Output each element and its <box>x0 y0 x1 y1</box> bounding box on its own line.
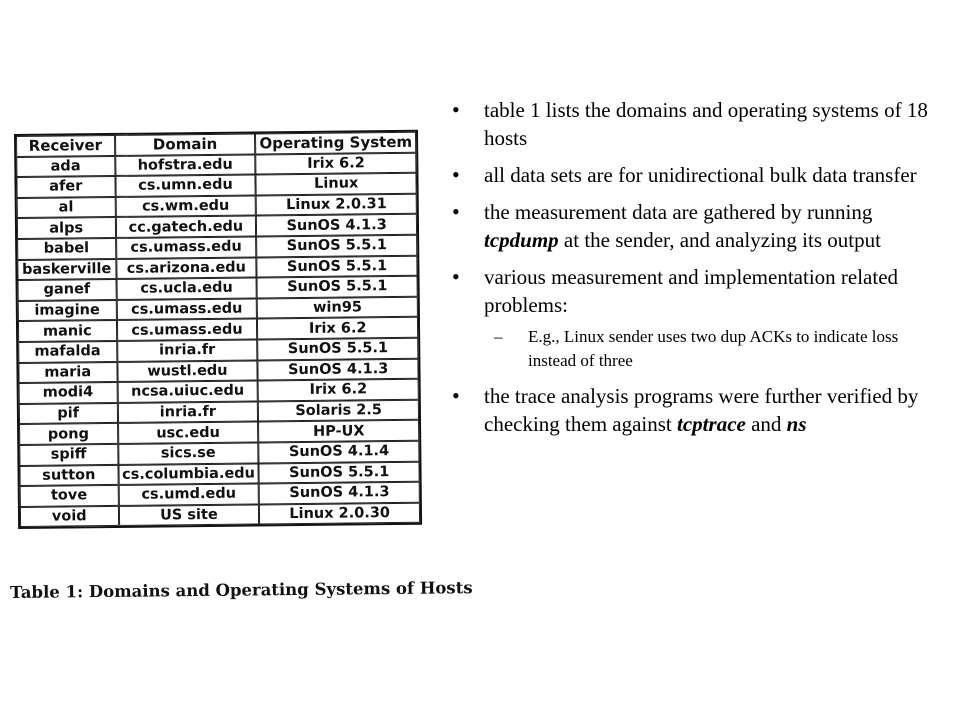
bullet-marker: • <box>452 162 460 187</box>
cell-receiver: ganef <box>18 279 117 301</box>
bullet-text-part: and <box>745 412 787 436</box>
cell-operating-system: Irix 6.2 <box>258 379 419 401</box>
bullet-text-part: the trace analysis programs were further verified by checking them against <box>484 384 919 436</box>
cell-receiver: afer <box>16 176 115 198</box>
cell-domain: sics.se <box>118 442 259 464</box>
cell-operating-system: SunOS 4.1.4 <box>259 441 420 463</box>
cell-operating-system: SunOS 4.1.3 <box>256 214 417 236</box>
cell-operating-system: Linux <box>256 173 417 195</box>
cell-domain: cs.columbia.edu <box>118 463 259 485</box>
cell-operating-system: SunOS 5.5.1 <box>259 461 420 483</box>
header-receiver: Receiver <box>16 135 115 157</box>
bullet-item <box>452 382 932 438</box>
bullet-marker: • <box>452 199 460 224</box>
tool-name-tcptrace: tcptrace <box>677 412 746 436</box>
cell-operating-system: Irix 6.2 <box>257 317 418 339</box>
cell-operating-system: Solaris 2.5 <box>258 399 419 421</box>
bullet-item <box>452 198 932 254</box>
cell-domain: hofstra.edu <box>115 154 256 176</box>
bullet-item <box>452 96 932 152</box>
bullet-marker: • <box>452 97 460 122</box>
header-operating-system: Operating System <box>255 132 416 154</box>
bullet-item <box>452 161 932 189</box>
bullet-item <box>452 263 932 373</box>
table-row <box>20 502 420 527</box>
cell-receiver: void <box>20 506 119 528</box>
cell-domain: inria.fr <box>117 339 258 361</box>
cell-receiver: baskerville <box>17 259 116 281</box>
cell-operating-system: SunOS 5.5.1 <box>256 235 417 257</box>
cell-domain: cs.ucla.edu <box>116 278 257 300</box>
cell-receiver: alps <box>17 217 116 239</box>
cell-domain: ncsa.uiuc.edu <box>117 381 258 403</box>
hosts-table-image <box>14 130 424 530</box>
bullet-text-part: the measurement data are gathered by running <box>484 200 873 224</box>
header-domain: Domain <box>115 133 256 155</box>
bullet-list <box>452 96 932 447</box>
sub-bullet-marker: – <box>494 327 503 346</box>
cell-domain: cc.gatech.edu <box>115 216 256 238</box>
cell-receiver: imagine <box>18 300 117 322</box>
cell-operating-system: SunOS 5.5.1 <box>257 255 418 277</box>
cell-domain: cs.arizona.edu <box>116 257 257 279</box>
cell-operating-system: SunOS 5.5.1 <box>258 338 419 360</box>
cell-operating-system: SunOS 4.1.3 <box>259 482 420 504</box>
cell-receiver: ada <box>16 156 115 178</box>
tool-name-ns: ns <box>786 412 807 436</box>
cell-domain: cs.umass.edu <box>116 236 257 258</box>
bullet-marker: • <box>452 383 460 408</box>
cell-receiver: babel <box>17 238 116 260</box>
cell-receiver: modi4 <box>19 382 118 404</box>
tool-name-tcpdump: tcpdump <box>484 228 559 252</box>
hosts-table <box>14 130 422 529</box>
cell-receiver: pong <box>19 423 118 445</box>
cell-domain: cs.umn.edu <box>115 175 256 197</box>
cell-domain: cs.umd.edu <box>118 484 259 506</box>
cell-operating-system: Irix 6.2 <box>256 152 417 174</box>
bullet-marker: • <box>452 264 460 289</box>
cell-operating-system: SunOS 5.5.1 <box>257 276 418 298</box>
table-caption: Table 1: Domains and Operating Systems of Hosts <box>10 578 473 602</box>
cell-receiver: manic <box>18 320 117 342</box>
cell-receiver: mafalda <box>18 341 117 363</box>
cell-operating-system: Linux 2.0.31 <box>256 194 417 216</box>
cell-receiver: spiff <box>19 444 118 466</box>
cell-domain: inria.fr <box>117 401 258 423</box>
bullet-text: table 1 lists the domains and operating systems of 18 hosts <box>484 98 928 150</box>
cell-domain: wustl.edu <box>117 360 258 382</box>
cell-operating-system: win95 <box>257 297 418 319</box>
cell-receiver: al <box>17 197 116 219</box>
sub-bullet-item <box>484 325 932 373</box>
cell-domain: usc.edu <box>118 422 259 444</box>
sub-bullet-list <box>484 325 932 373</box>
cell-receiver: sutton <box>19 464 118 486</box>
cell-receiver: tove <box>20 485 119 507</box>
cell-operating-system: SunOS 4.1.3 <box>258 358 419 380</box>
cell-receiver: pif <box>19 403 118 425</box>
bullet-text: various measurement and implementation related problems: <box>484 265 899 317</box>
table-body <box>16 152 420 527</box>
bullet-text: all data sets are for unidirectional bulk data transfer <box>484 163 917 187</box>
cell-domain: US site <box>118 504 259 526</box>
bullet-text-part: at the sender, and analyzing its output <box>558 228 881 252</box>
cell-receiver: maria <box>18 361 117 383</box>
cell-domain: cs.umass.edu <box>116 319 257 341</box>
cell-operating-system: HP-UX <box>258 420 419 442</box>
cell-domain: cs.umass.edu <box>116 298 257 320</box>
cell-operating-system: Linux 2.0.30 <box>259 502 420 524</box>
sub-bullet-text: E.g., Linux sender uses two dup ACKs to indicate loss instead of three <box>528 327 899 370</box>
cell-domain: cs.wm.edu <box>115 195 256 217</box>
